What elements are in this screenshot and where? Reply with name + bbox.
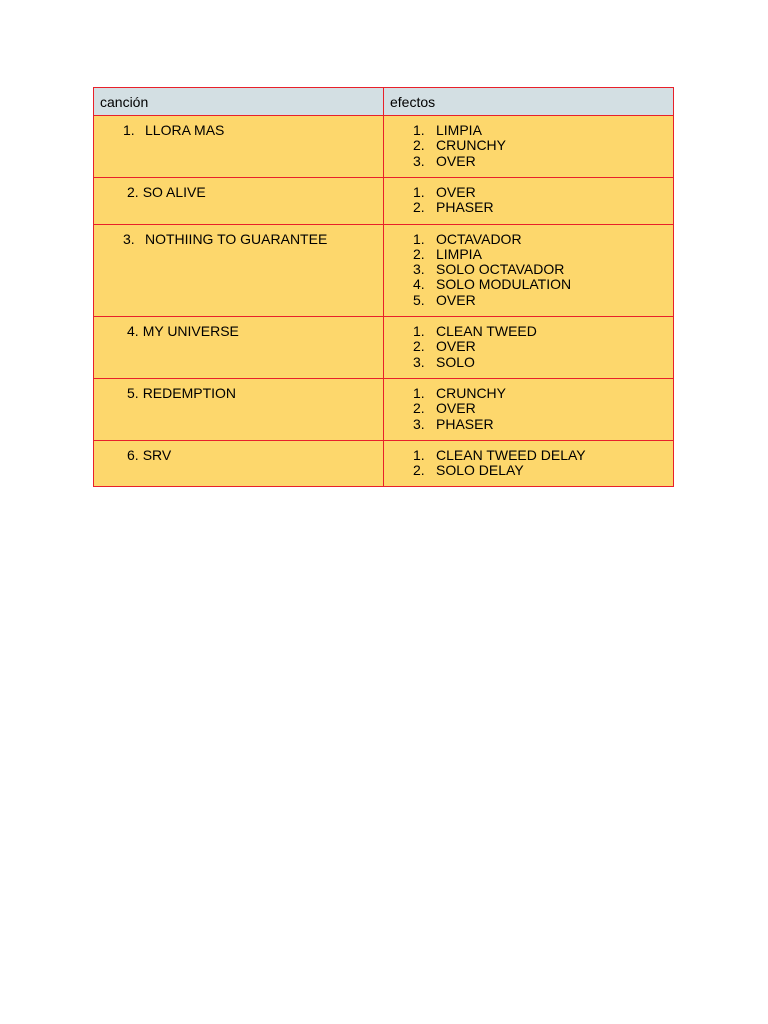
list-item (384, 200, 673, 215)
song-title: REDEMPTION (142, 384, 237, 401)
effect-number: 2. (413, 400, 425, 417)
effects-cell (384, 440, 674, 487)
song-item (94, 441, 383, 463)
effects-cell (384, 317, 674, 379)
effect-number: 3. (413, 415, 425, 432)
list-item (384, 232, 673, 247)
list-item (384, 401, 673, 416)
song-item (94, 116, 383, 138)
list-item (384, 324, 673, 339)
list-item (384, 154, 673, 169)
effect-number: 1. (413, 230, 425, 247)
effect-number: 2. (413, 462, 425, 479)
song-item (94, 225, 383, 247)
effect-label: CLEAN TWEED DELAY (436, 446, 586, 463)
song-cell (94, 116, 384, 178)
list-item (384, 339, 673, 354)
table-row (94, 440, 674, 487)
song-item (94, 178, 383, 200)
song-title: SO ALIVE (142, 184, 206, 200)
list-item (384, 293, 673, 308)
effect-label: CRUNCHY (436, 384, 506, 401)
song-cell (94, 317, 384, 379)
effect-label: SOLO OCTAVADOR (436, 261, 565, 278)
effect-number: 1. (413, 184, 425, 200)
song-cell (94, 378, 384, 440)
effects-list (384, 379, 673, 440)
table-row (94, 116, 674, 178)
list-item (384, 463, 673, 478)
effect-label: OVER (436, 152, 476, 169)
table-row (94, 317, 674, 379)
song-cell (94, 178, 384, 225)
effect-number: 5. (413, 291, 425, 308)
list-item (384, 123, 673, 138)
song-title: MY UNIVERSE (142, 323, 239, 340)
song-title: SRV (142, 446, 172, 463)
list-item (384, 277, 673, 292)
song-number: 4. (127, 323, 139, 340)
effect-label: SOLO MODULATION (436, 276, 572, 293)
effect-label: SOLO (436, 353, 475, 370)
header-row (94, 88, 674, 116)
effect-number: 2. (413, 245, 425, 262)
effects-list (384, 317, 673, 378)
effect-number: 3. (413, 152, 425, 169)
header-efectos: efectos (384, 88, 674, 116)
document-page (93, 87, 673, 487)
song-item (94, 317, 383, 339)
list-item (384, 355, 673, 370)
setlist-table (93, 87, 674, 487)
effect-number: 2. (413, 338, 425, 355)
table-row (94, 224, 674, 316)
song-cell (94, 224, 384, 316)
list-item (384, 417, 673, 432)
effect-number: 3. (413, 353, 425, 370)
effect-label: OVER (436, 400, 476, 417)
list-item (384, 138, 673, 153)
song-title: NOTHIING TO GUARANTEE (145, 230, 328, 247)
effects-cell (384, 116, 674, 178)
effect-label: CLEAN TWEED (436, 323, 537, 340)
list-item (384, 185, 673, 200)
effect-number: 1. (413, 384, 425, 401)
list-item (384, 262, 673, 277)
effects-list (384, 116, 673, 177)
effect-label: LIMPIA (436, 122, 482, 138)
effects-cell (384, 378, 674, 440)
effects-list (384, 225, 673, 316)
song-number: 6. (127, 446, 139, 463)
effect-label: OCTAVADOR (436, 230, 522, 247)
song-title: LLORA MAS (145, 122, 225, 138)
effect-number: 1. (413, 323, 425, 340)
effect-label: LIMPIA (436, 245, 482, 262)
song-number: 2. (127, 184, 139, 200)
list-item (384, 247, 673, 262)
effect-number: 2. (413, 199, 425, 216)
effects-list (384, 178, 673, 224)
effects-list (384, 441, 673, 487)
song-cell (94, 440, 384, 487)
effects-cell (384, 178, 674, 225)
effect-number: 1. (413, 446, 425, 463)
effect-label: OVER (436, 291, 476, 308)
table-row (94, 178, 674, 225)
effect-label: SOLO DELAY (436, 462, 524, 479)
effect-number: 3. (413, 261, 425, 278)
effect-number: 4. (413, 276, 425, 293)
song-item (94, 379, 383, 401)
effect-label: OVER (436, 184, 476, 200)
effect-label: PHASER (436, 415, 494, 432)
effect-number: 2. (413, 137, 425, 154)
header-cancion: canción (94, 88, 384, 116)
list-item (384, 448, 673, 463)
effects-cell (384, 224, 674, 316)
effect-number: 1. (413, 122, 425, 138)
song-number: 5. (127, 384, 139, 401)
list-item (384, 386, 673, 401)
effect-label: PHASER (436, 199, 494, 216)
table-row (94, 378, 674, 440)
effect-label: CRUNCHY (436, 137, 506, 154)
song-number: 3. (123, 230, 135, 247)
effect-label: OVER (436, 338, 476, 355)
song-number: 1. (123, 122, 135, 138)
